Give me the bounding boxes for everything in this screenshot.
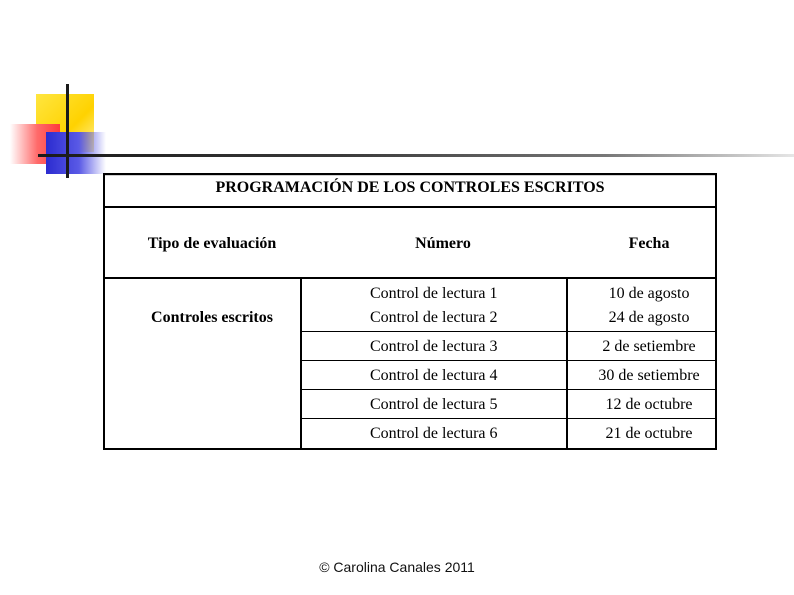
table-cell-fecha: 2 de setiembre [602, 338, 696, 355]
table-cell-numero: Control de lectura 6 [370, 425, 498, 442]
schedule-table [103, 173, 717, 450]
table-cell-fecha: 30 de setiembre [598, 367, 700, 384]
row-separator [302, 418, 715, 419]
table-cell-fecha: 12 de octubre [605, 396, 693, 413]
table-border-bottom [103, 448, 717, 450]
copyright-footer: © Carolina Canales 2011 [319, 559, 475, 575]
table-cell-fecha: 10 de agosto [608, 285, 690, 302]
decorative-vertical-line [66, 84, 69, 178]
header-numero: Número [415, 235, 471, 252]
evaluation-type-cell: Controles escritos [151, 309, 273, 326]
table-cell-fecha: 21 de octubre [605, 425, 693, 442]
table-cell-numero: Control de lectura 2 [370, 309, 498, 326]
table-cell-numero: Control de lectura 5 [370, 396, 498, 413]
table-cell-numero: Control de lectura 1 [370, 285, 498, 302]
column-divider-1 [300, 279, 302, 450]
header-separator-col1 [103, 277, 301, 279]
row-separator [302, 360, 715, 361]
table-cell-fecha: 24 de agosto [608, 309, 690, 326]
table-cell-numero: Control de lectura 3 [370, 338, 498, 355]
decorative-blue-square [46, 132, 106, 174]
table-bevel [105, 175, 715, 176]
decorative-horizontal-line [38, 154, 794, 157]
row-separator [302, 331, 715, 332]
title-separator [103, 206, 717, 208]
header-separator [301, 277, 717, 279]
table-cell-numero: Control de lectura 4 [370, 367, 498, 384]
table-title: PROGRAMACIÓN DE LOS CONTROLES ESCRITOS [215, 179, 605, 196]
row-separator [302, 389, 715, 390]
header-tipo-evaluacion: Tipo de evaluación [147, 235, 277, 252]
header-fecha: Fecha [628, 235, 670, 252]
